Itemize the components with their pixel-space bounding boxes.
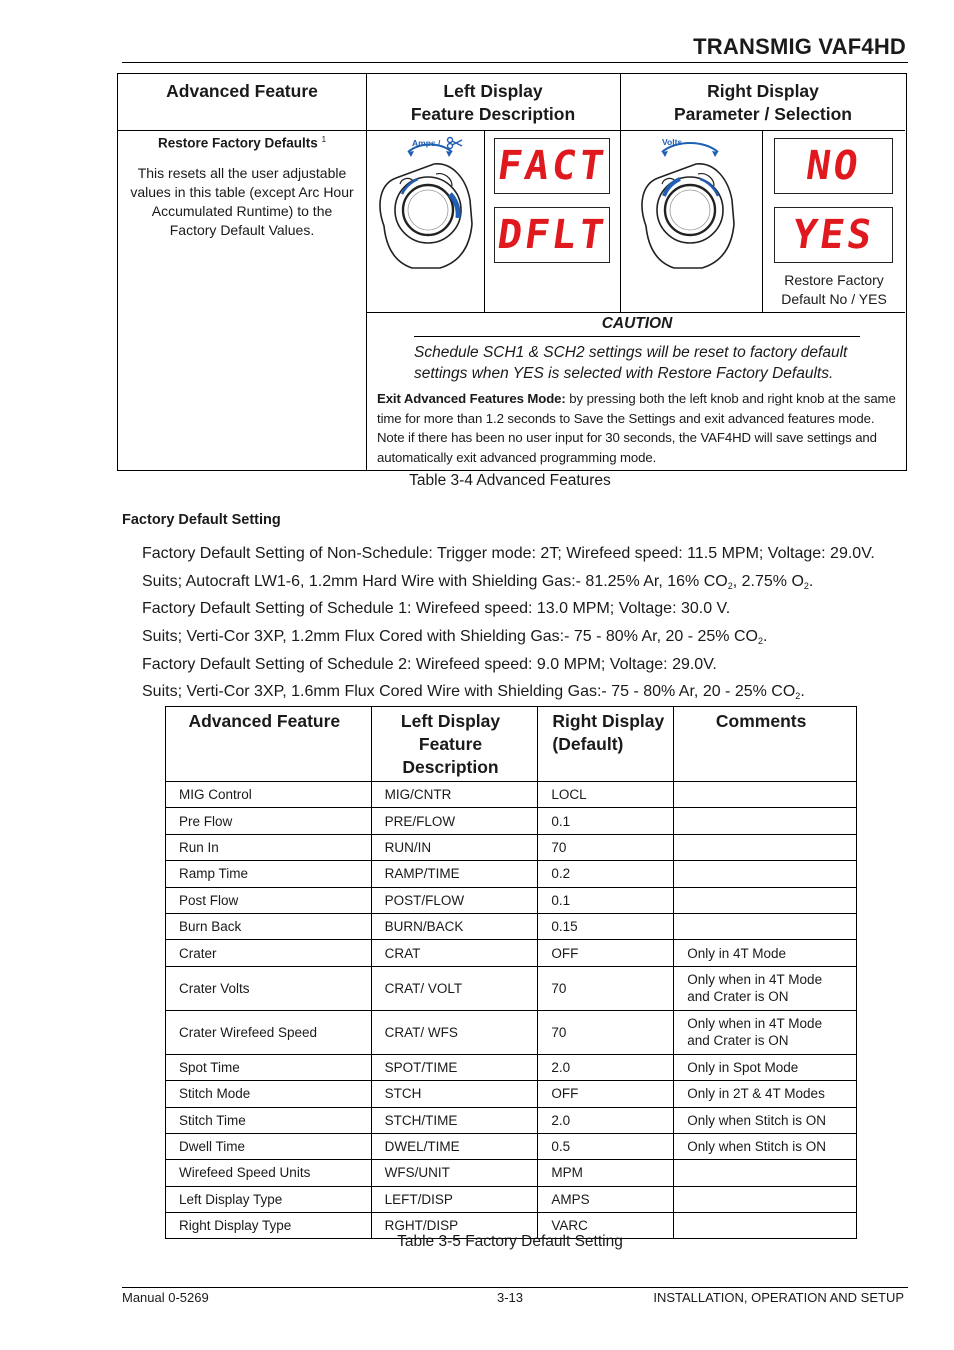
table-cell-left: CRAT/ VOLT [371, 966, 538, 1010]
th-left-display [371, 707, 538, 782]
table-cell-left: LEFT/DISP [371, 1186, 538, 1212]
table-cell-comments [674, 808, 857, 834]
table-cell-right: OFF [538, 1081, 674, 1107]
lcd-text: YES [789, 212, 878, 258]
caution-rule [414, 336, 860, 337]
table-row [166, 1107, 857, 1133]
th-right-display [538, 707, 674, 782]
table-row [166, 887, 857, 913]
footer-rule [122, 1287, 908, 1288]
table-cell-comments [674, 861, 857, 887]
comment-line: Only in 2T & 4T Modes [687, 1086, 825, 1102]
table-row [166, 940, 857, 966]
table-cell-right: 0.5 [538, 1133, 674, 1159]
table-cell-left: WFS/UNIT [371, 1160, 538, 1186]
section-title: Factory Default Setting [122, 512, 281, 528]
table-row [166, 1186, 857, 1212]
table-cell-comments [674, 782, 857, 808]
table-cell-left: MIG/CNTR [371, 782, 538, 808]
table-row [166, 808, 857, 834]
table-cell-comments [674, 966, 857, 1010]
table-cell-left: STCH/TIME [371, 1107, 538, 1133]
table-cell-right: 2.0 [538, 1107, 674, 1133]
col-divider [366, 74, 367, 470]
th-line: Description [402, 757, 499, 777]
table-cell-left: CRAT [371, 940, 538, 966]
table-cell-comments [674, 1107, 857, 1133]
table-cell-right: 0.1 [538, 887, 674, 913]
table-cell-comments [674, 834, 857, 860]
text-part: Suits; Verti-Cor 3XP, 1.2mm Flux Cored with Shielding Gas:- 75 - 80% Ar, 20 - 25% CO [142, 628, 758, 645]
table-cell-right: 0.15 [538, 913, 674, 939]
table-cell-left: BURN/BACK [371, 913, 538, 939]
table-cell-right: OFF [538, 940, 674, 966]
text-part: Suits; Verti-Cor 3XP, 1.6mm Flux Cored Wire with Shielding Gas:- 75 - 80% Ar, 20 - 25% CO [142, 683, 796, 700]
th-line: Feature [418, 734, 483, 754]
factory-default-table [165, 706, 857, 1239]
text-part: , 2.75% O [732, 573, 804, 590]
table-cell-feature: Pre Flow [166, 808, 372, 834]
th-comments: Comments [674, 707, 857, 782]
subscript: 2 [757, 636, 763, 646]
right-knob-hand-icon [636, 134, 740, 274]
paragraph [142, 683, 805, 701]
volts-knob-label: Volts [662, 137, 683, 147]
comment-line: Only in Spot Mode [687, 1059, 799, 1075]
table-cell-left: SPOT/TIME [371, 1054, 538, 1080]
table-cell-feature: Crater Volts [166, 966, 372, 1010]
lcd-display-yes [774, 207, 893, 263]
paragraph: Factory Default Setting of Schedule 1: Wirefeed speed: 13.0 MPM; Voltage: 30.0 V. [142, 600, 731, 617]
table-row [166, 1133, 857, 1159]
table-cell-left: RUN/IN [371, 834, 538, 860]
lcd-text: FACT [494, 143, 610, 189]
table-row [166, 913, 857, 939]
th-line: Left Display [400, 711, 501, 731]
text-part: . [762, 628, 768, 645]
table-cell-feature: Burn Back [166, 913, 372, 939]
restore-title-text: Restore Factory Defaults [157, 135, 318, 151]
table-cell-feature: Left Display Type [166, 1186, 372, 1212]
comment-line: Only in 4T Mode [687, 945, 787, 961]
table-cell-comments [674, 1133, 857, 1159]
table-cell-feature: Right Display Type [166, 1213, 372, 1239]
table-cell-comments [674, 1081, 857, 1107]
table-cell-comments [674, 1186, 857, 1212]
table-cell-right: 70 [538, 966, 674, 1010]
table-cell-feature: Run In [166, 834, 372, 860]
subscript: 2 [803, 581, 809, 591]
table-cell-feature: Dwell Time [166, 1133, 372, 1159]
lcd-display-dflt [494, 207, 610, 263]
table-cell-feature: Crater [166, 940, 372, 966]
footnote-marker: 1 [321, 135, 327, 144]
text-part: . [800, 683, 805, 700]
header-advanced-feature: Advanced Feature [166, 81, 318, 101]
table-cell-feature: Stitch Mode [166, 1081, 372, 1107]
table-cell-comments [674, 1213, 857, 1239]
restore-description: This resets all the user adjustable values in this table (except Arc Hour Accumulated Runtime) to the Factory Default Values. [130, 165, 354, 238]
table-row [166, 966, 857, 1010]
row-divider [118, 130, 905, 131]
paragraph [142, 573, 813, 591]
paragraph: Factory Default Setting of Non-Schedule: Trigger mode: 2T; Wirefeed speed: 11.5 MPM; Voltage: 29.0V. [142, 545, 875, 562]
table-cell-comments [674, 1160, 857, 1186]
footer-page-number: 3-13 [496, 1290, 524, 1305]
restore-factory-defaults-title [118, 135, 366, 151]
table-row [166, 1010, 857, 1054]
th-advanced-feature: Advanced Feature [166, 707, 372, 782]
header-left-display-line2: Feature Description [410, 104, 576, 124]
table-3-4-caption: Table 3-4 Advanced Features [409, 472, 611, 489]
table-cell-left: DWEL/TIME [371, 1133, 538, 1159]
table-cell-left: RAMP/TIME [371, 861, 538, 887]
table-cell-right: 70 [538, 1010, 674, 1054]
th-line: (Default) [552, 734, 624, 754]
comment-line: Only when in 4T Mode [687, 972, 823, 988]
comment-line: and Crater is ON [687, 989, 789, 1005]
caution-text: Schedule SCH1 & SCH2 settings will be reset to factory default settings when YES is selected with Restore Factory Defaults. [414, 344, 848, 382]
table-cell-left: POST/FLOW [371, 887, 538, 913]
comment-line: and Crater is ON [687, 1033, 789, 1049]
table-cell-comments [674, 1010, 857, 1054]
table-cell-comments [674, 1054, 857, 1080]
table-cell-feature: Crater Wirefeed Speed [166, 1010, 372, 1054]
table-row [166, 1054, 857, 1080]
header-right-display-line2: Parameter / Selection [674, 104, 852, 124]
table-row [166, 834, 857, 860]
table-cell-right: 0.1 [538, 808, 674, 834]
paragraph [142, 628, 767, 646]
table-cell-feature: Ramp Time [166, 861, 372, 887]
text-part: . [808, 573, 814, 590]
th-line: Right Display [552, 711, 665, 731]
table-header-row [166, 707, 857, 782]
lcd-text: DFLT [494, 212, 610, 258]
table-cell-right: 70 [538, 834, 674, 860]
table-3-5-caption: Table 3-5 Factory Default Setting [397, 1233, 623, 1250]
lcd-text: NO [803, 143, 864, 189]
comment-line: Only when Stitch is ON [687, 1112, 827, 1128]
text-part: Suits; Autocraft LW1-6, 1.2mm Hard Wire with Shielding Gas:- 81.25% Ar, 16% CO [142, 573, 728, 590]
table-row [166, 1160, 857, 1186]
table-cell-left: STCH [371, 1081, 538, 1107]
table-cell-comments [674, 887, 857, 913]
comment-line: Only when Stitch is ON [687, 1139, 827, 1155]
advanced-features-table [117, 73, 907, 471]
table-cell-feature: MIG Control [166, 782, 372, 808]
header-left-display [366, 80, 620, 126]
table-cell-left: RGHT/DISP [371, 1213, 538, 1239]
lcd-display-fact [494, 138, 610, 194]
lcd-display-no [774, 138, 893, 194]
header-right-display-line1: Right Display [707, 81, 819, 101]
header-left-display-line1: Left Display [443, 81, 543, 101]
table-cell-left: PRE/FLOW [371, 808, 538, 834]
exit-text: by pressing both the left knob and right knob at the same time for more than 1.2 seconds to Save the Settings and exit advanced features mode. Note if there has been no user input for 30 seconds, the VAF4HD will save settings and automatically exit advanced programming mode. [377, 391, 896, 465]
table-cell-comments [674, 940, 857, 966]
amps-knob-label: Amps / [412, 138, 441, 148]
caution-title: CAUTION [601, 315, 673, 332]
table-cell-feature: Post Flow [166, 887, 372, 913]
table-cell-right: 2.0 [538, 1054, 674, 1080]
left-knob-hand-icon [374, 134, 478, 274]
col-divider [484, 130, 485, 312]
exit-advanced-mode-note [377, 389, 901, 467]
row-divider [366, 312, 905, 313]
footer-section: INSTALLATION, OPERATION AND SETUP [653, 1290, 904, 1305]
subscript: 2 [795, 691, 801, 701]
restore-factory-caption: Restore Factory Default No / YES [781, 272, 887, 307]
table-cell-right: LOCL [538, 782, 674, 808]
header-rule [122, 62, 908, 63]
table-cell-feature: Stitch Time [166, 1107, 372, 1133]
footer-manual-number: Manual 0-5269 [122, 1290, 209, 1305]
col-divider [762, 130, 763, 312]
comment-line: Only when in 4T Mode [687, 1016, 823, 1032]
table-cell-right: VARC [538, 1213, 674, 1239]
header-right-display [620, 80, 906, 126]
paragraph: Factory Default Setting of Schedule 2: Wirefeed speed: 9.0 MPM; Voltage: 29.0V. [142, 656, 717, 673]
subscript: 2 [727, 581, 733, 591]
table-cell-left: CRAT/ WFS [371, 1010, 538, 1054]
table-row [166, 861, 857, 887]
table-cell-feature: Spot Time [166, 1054, 372, 1080]
document-brand-title: TRANSMIG VAF4HD [693, 34, 906, 59]
table-cell-comments [674, 913, 857, 939]
table-cell-feature: Wirefeed Speed Units [166, 1160, 372, 1186]
table-row [166, 1081, 857, 1107]
table-cell-right: 0.2 [538, 861, 674, 887]
scissors-icon [446, 136, 464, 150]
table-cell-right: MPM [538, 1160, 674, 1186]
table-cell-right: AMPS [538, 1186, 674, 1212]
exit-label: Exit Advanced Features Mode: [377, 391, 566, 406]
table-row [166, 782, 857, 808]
